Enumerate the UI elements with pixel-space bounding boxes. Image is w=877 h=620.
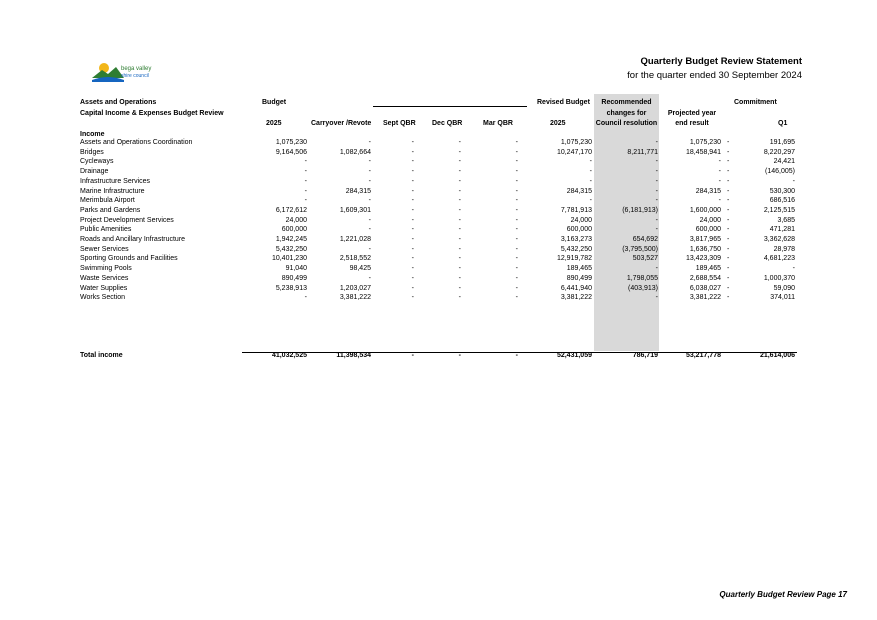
cell-carry: - [368, 168, 371, 176]
cell-carry: 1,082,664 [339, 148, 371, 156]
total-proj: 53,217,778 [685, 352, 721, 359]
cell-proj: 600,000 [695, 226, 721, 234]
cell-dec: - [458, 236, 461, 243]
cell-budget: 91,040 [285, 265, 307, 273]
cell-dec: - [458, 139, 461, 146]
cell-sept: - [411, 265, 414, 273]
row-name: Infrastructure Services [80, 177, 151, 185]
cell-proj: 1,636,750 [689, 245, 721, 253]
table-row [0, 225, 877, 235]
cell-separator: - [727, 265, 730, 273]
cell-dec: - [458, 216, 461, 224]
cell-sept: - [411, 274, 414, 282]
table-row [0, 206, 877, 216]
cell-revised: - [589, 197, 592, 205]
cell-rec: - [655, 177, 658, 185]
cell-dec: - [458, 265, 461, 273]
cell-rec: - [655, 265, 658, 273]
cell-dec: - [458, 255, 461, 263]
total-budget: 41,032,525 [271, 352, 307, 359]
cell-proj: - [718, 177, 721, 185]
total-dec: - [458, 352, 461, 359]
cell-mar: - [515, 255, 518, 263]
cell-proj: 189,465 [695, 265, 721, 273]
cell-commit: - [792, 265, 795, 273]
cell-budget: - [304, 158, 307, 166]
cell-sept: - [411, 245, 414, 253]
total-mar: - [515, 352, 518, 359]
header-dec: Dec QBR [432, 120, 463, 127]
cell-budget: 1,075,230 [275, 139, 307, 146]
cell-dec: - [458, 274, 461, 282]
table-row [0, 284, 877, 294]
title-line-2: for the quarter ended 30 September 2024 [627, 70, 802, 81]
cell-sept: - [411, 197, 414, 205]
title-line-1: Quarterly Budget Review Statement [640, 56, 802, 67]
cell-proj: 2,688,554 [689, 274, 721, 282]
cell-separator: - [727, 187, 730, 195]
cell-budget: - [304, 294, 307, 302]
cell-rec: - [655, 158, 658, 166]
cell-commit: 24,421 [773, 158, 795, 166]
header-commitment: Commitment [734, 99, 777, 106]
cell-proj: 6,038,027 [689, 284, 721, 292]
cell-carry: 1,203,027 [339, 284, 371, 292]
cell-sept: - [411, 187, 414, 195]
row-name: Works Section [80, 294, 125, 302]
cell-sept: - [411, 206, 414, 214]
cell-commit: 3,362,628 [763, 236, 795, 243]
header-revised: Revised Budget [537, 99, 590, 106]
cell-sept: - [411, 139, 414, 146]
cell-separator: - [727, 158, 730, 166]
cell-commit: 1,000,370 [763, 274, 795, 282]
qbr-header-rule [373, 106, 527, 107]
total-row [0, 351, 877, 361]
cell-proj: 1,075,230 [689, 139, 721, 146]
total-carry: 11,398,534 [336, 352, 371, 359]
cell-proj: - [718, 158, 721, 166]
section-heading: Assets and Operations [80, 99, 157, 106]
cell-separator: - [727, 148, 730, 156]
cell-separator: - [727, 168, 730, 176]
header-commit-q: Q1 [778, 120, 788, 127]
cell-proj: 3,817,965 [689, 236, 721, 243]
row-name: Swimming Pools [80, 265, 132, 273]
cell-revised: - [589, 158, 592, 166]
cell-rec: - [655, 216, 658, 224]
cell-rec: - [655, 139, 658, 146]
cell-separator: - [727, 139, 730, 146]
table-row [0, 167, 877, 177]
cell-proj: 284,315 [695, 187, 721, 195]
cell-mar: - [515, 168, 518, 176]
cell-carry: - [368, 197, 371, 205]
cell-mar: - [515, 245, 518, 253]
cell-separator: - [727, 236, 730, 243]
table-row [0, 216, 877, 226]
cell-commit: 2,125,515 [763, 206, 795, 214]
cell-separator: - [727, 197, 730, 205]
cell-rec: 1,798,055 [626, 274, 658, 282]
cell-dec: - [458, 158, 461, 166]
logo-text-2: shire council [121, 73, 149, 79]
cell-sept: - [411, 177, 414, 185]
cell-dec: - [458, 197, 461, 205]
cell-commit: 3,685 [777, 216, 795, 224]
table-row [0, 187, 877, 197]
page-footer: Quarterly Budget Review Page 17 [719, 590, 847, 599]
cell-dec: - [458, 284, 461, 292]
cell-commit: 8,220,297 [763, 148, 795, 156]
cell-dec: - [458, 245, 461, 253]
header-budget-year: 2025 [266, 120, 282, 127]
table-row [0, 157, 877, 167]
cell-proj: 1,600,000 [689, 206, 721, 214]
cell-budget: 9,164,506 [275, 148, 307, 156]
income-label: Income [80, 131, 105, 138]
header-proj-2: end result [675, 120, 709, 127]
cell-rec: (403,913) [628, 284, 658, 292]
cell-carry: - [368, 245, 371, 253]
cell-dec: - [458, 187, 461, 195]
cell-separator: - [727, 294, 730, 302]
table-row [0, 254, 877, 264]
cell-budget: 10,401,230 [271, 255, 307, 263]
report-title [627, 55, 802, 83]
cell-carry: 3,381,222 [339, 294, 371, 302]
cell-mar: - [515, 148, 518, 156]
cell-carry: - [368, 216, 371, 224]
header-rec-3: Council resolution [595, 120, 658, 127]
cell-sept: - [411, 294, 414, 302]
row-name: Marine Infrastructure [80, 187, 145, 195]
cell-dec: - [458, 226, 461, 234]
cell-revised: 3,381,222 [560, 294, 592, 302]
cell-rec: 503,527 [632, 255, 658, 263]
row-name: Parks and Gardens [80, 206, 141, 214]
table-row [0, 138, 877, 148]
cell-proj: 18,458,941 [685, 148, 721, 156]
cell-proj: - [718, 197, 721, 205]
cell-budget: 6,172,612 [275, 206, 307, 214]
cell-revised: - [589, 177, 592, 185]
cell-carry: 284,315 [345, 187, 371, 195]
row-name: Project Development Services [80, 216, 174, 224]
cell-budget: 1,942,245 [275, 236, 307, 243]
cell-rec: 654,692 [632, 236, 658, 243]
cell-dec: - [458, 168, 461, 176]
cell-revised: 600,000 [566, 226, 592, 234]
cell-sept: - [411, 216, 414, 224]
cell-rec: 8,211,771 [627, 148, 658, 156]
cell-commit: - [792, 177, 795, 185]
cell-carry: 1,221,028 [339, 236, 371, 243]
cell-budget: 5,238,913 [275, 284, 307, 292]
cell-revised: 5,432,250 [560, 245, 592, 253]
cell-budget: - [304, 168, 307, 176]
cell-revised: 7,781,913 [560, 206, 592, 214]
cell-commit: 471,281 [769, 226, 795, 234]
mountain-sun-logo-icon [90, 58, 170, 86]
cell-commit: (146,005) [765, 168, 795, 176]
cell-budget: 890,499 [281, 274, 307, 282]
table-row [0, 264, 877, 274]
cell-revised: 1,075,230 [560, 139, 592, 146]
cell-carry: - [368, 274, 371, 282]
row-name: Bridges [80, 148, 104, 156]
cell-revised: 890,499 [566, 274, 592, 282]
cell-commit: 686,516 [769, 197, 795, 205]
cell-rec: (3,795,500) [622, 245, 658, 253]
cell-rec: - [655, 197, 658, 205]
cell-mar: - [515, 197, 518, 205]
row-name: Public Amenities [80, 226, 132, 234]
table-row [0, 196, 877, 206]
row-name: Sporting Grounds and Facilities [80, 255, 178, 263]
cell-rec: - [655, 294, 658, 302]
header-rec-2: changes for [606, 110, 647, 117]
cell-revised: - [589, 168, 592, 176]
row-name: Assets and Operations Coordination [80, 139, 193, 146]
header-proj-1: Projected year [667, 110, 717, 117]
header-budget: Budget [262, 99, 287, 106]
cell-sept: - [411, 255, 414, 263]
cell-mar: - [515, 139, 518, 146]
cell-mar: - [515, 177, 518, 185]
cell-mar: - [515, 226, 518, 234]
cell-rec: - [655, 226, 658, 234]
total-commit: 21,614,006 [759, 352, 795, 359]
cell-commit: 530,300 [769, 187, 795, 195]
cell-revised: 189,465 [566, 265, 592, 273]
cell-revised: 10,247,170 [556, 148, 592, 156]
cell-proj: 13,423,309 [685, 255, 721, 263]
cell-budget: 5,432,250 [275, 245, 307, 253]
table-row [0, 148, 877, 158]
cell-rec: - [655, 187, 658, 195]
cell-budget: - [304, 177, 307, 185]
cell-separator: - [727, 255, 730, 263]
cell-carry: 1,609,301 [339, 206, 371, 214]
cell-carry: - [368, 158, 371, 166]
cell-proj: 3,381,222 [689, 294, 721, 302]
header-revised-year: 2025 [550, 120, 566, 127]
cell-separator: - [727, 274, 730, 282]
cell-sept: - [411, 284, 414, 292]
cell-revised: 284,315 [566, 187, 592, 195]
cell-separator: - [727, 177, 730, 185]
row-name: Roads and Ancillary Infrastructure [80, 236, 186, 243]
cell-carry: 98,425 [349, 265, 371, 273]
cell-sept: - [411, 226, 414, 234]
row-name: Cycleways [80, 158, 114, 166]
cell-separator: - [727, 206, 730, 214]
cell-mar: - [515, 265, 518, 273]
cell-rec: (6,181,913) [622, 206, 658, 214]
total-sept: - [411, 352, 414, 359]
cell-mar: - [515, 206, 518, 214]
cell-revised: 3,163,273 [560, 236, 592, 243]
council-logo [90, 58, 170, 86]
cell-commit: 28,978 [773, 245, 795, 253]
cell-budget: 24,000 [285, 216, 307, 224]
total-label: Total income [80, 352, 123, 359]
cell-revised: 12,919,782 [556, 255, 592, 263]
cell-budget: 600,000 [281, 226, 307, 234]
cell-budget: - [304, 187, 307, 195]
row-name: Water Supplies [80, 284, 128, 292]
row-name: Merimbula Airport [80, 197, 135, 205]
logo-text-1: bega valley [121, 66, 152, 72]
header-sept: Sept QBR [383, 120, 416, 127]
cell-revised: 6,441,940 [560, 284, 592, 292]
cell-carry: - [368, 226, 371, 234]
cell-dec: - [458, 206, 461, 214]
total-rec: 786,719 [632, 352, 658, 359]
cell-mar: - [515, 274, 518, 282]
cell-separator: - [727, 245, 730, 253]
cell-sept: - [411, 168, 414, 176]
row-name: Drainage [80, 168, 109, 176]
cell-sept: - [411, 148, 414, 156]
cell-mar: - [515, 294, 518, 302]
cell-separator: - [727, 226, 730, 234]
cell-sept: - [411, 236, 414, 243]
cell-commit: 191,695 [769, 139, 795, 146]
table-row [0, 177, 877, 187]
cell-dec: - [458, 177, 461, 185]
header-mar: Mar QBR [483, 120, 513, 127]
table-row [0, 293, 877, 303]
table-row [0, 235, 877, 245]
table-row [0, 245, 877, 255]
cell-budget: - [304, 197, 307, 205]
cell-mar: - [515, 284, 518, 292]
row-name: Sewer Services [80, 245, 129, 253]
cell-revised: 24,000 [570, 216, 592, 224]
cell-proj: - [718, 168, 721, 176]
cell-rec: - [655, 168, 658, 176]
cell-carry: 2,518,552 [339, 255, 371, 263]
cell-carry: - [368, 177, 371, 185]
table-row [0, 274, 877, 284]
cell-mar: - [515, 236, 518, 243]
cell-dec: - [458, 294, 461, 302]
cell-mar: - [515, 216, 518, 224]
cell-mar: - [515, 187, 518, 195]
cell-carry: - [368, 139, 371, 146]
cell-proj: 24,000 [699, 216, 721, 224]
cell-separator: - [727, 284, 730, 292]
cell-separator: - [727, 216, 730, 224]
cell-mar: - [515, 158, 518, 166]
header-carryover: Carryover /Revote [311, 120, 372, 127]
cell-commit: 4,681,223 [763, 255, 795, 263]
cell-commit: 59,090 [773, 284, 795, 292]
total-revised: 52,431,059 [556, 352, 592, 359]
row-name: Waste Services [80, 274, 129, 282]
cell-commit: 374,011 [770, 294, 795, 302]
cell-sept: - [411, 158, 414, 166]
cell-dec: - [458, 148, 461, 156]
section-subtitle: Capital Income & Expenses Budget Review [80, 110, 224, 117]
header-rec-1: Recommended [601, 99, 652, 106]
